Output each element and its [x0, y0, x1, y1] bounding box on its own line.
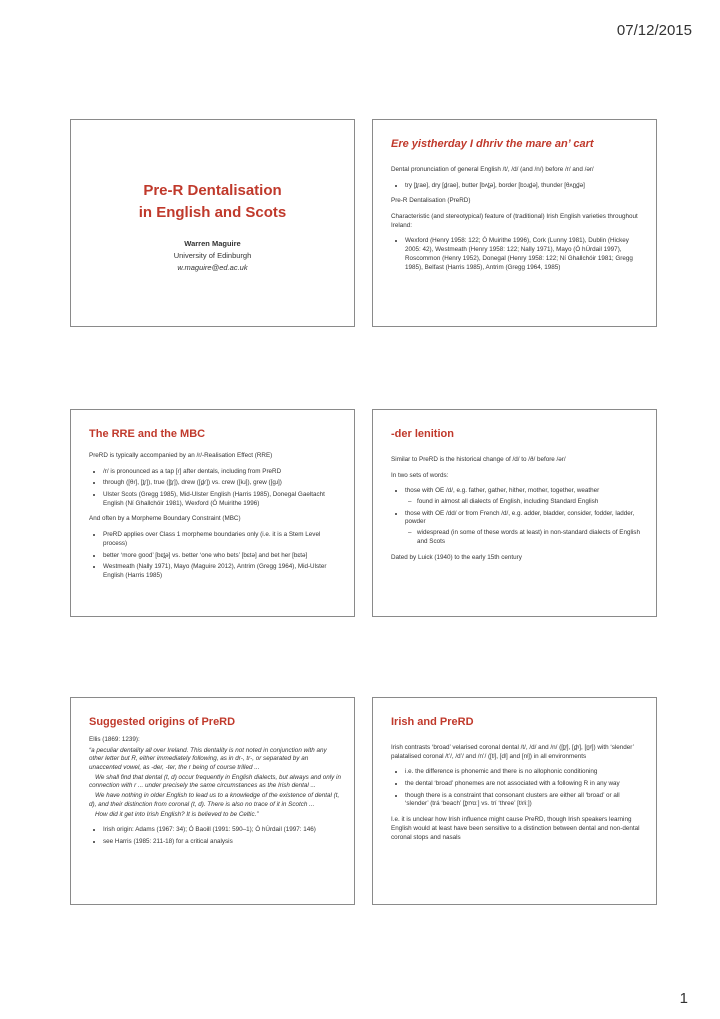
- cover-title: [71, 180, 354, 224]
- quote-part: How did it get into Irish English? It is believed to be Celtic.”: [95, 810, 259, 818]
- sub-bullet: – found in almost all dialects of English, including Standard English: [417, 498, 644, 507]
- bullet: • see Harris (1985: 211-18) for a critical analysis: [103, 838, 342, 847]
- slide-irish-and-prerd: [372, 697, 657, 905]
- paragraph: Ellis (1869: 1239):: [89, 736, 140, 743]
- slide-body: [391, 166, 644, 279]
- slide-body: [89, 736, 342, 854]
- cover-title-line2: in English and Scots: [138, 203, 287, 221]
- slide-ere-yistherday: [372, 119, 657, 327]
- bullet: • Wexford (Henry 1958: 122; Ó Muirithe 1996), Cork (Lunny 1981), Dublin (Hickey 2005: 42), Westmeath (Henry 1958: 122; Nally 1971), Mayo (Ó hÚrdail 1997), Roscommon (Henry 1952), Donegal (Henry 1958: 122; Ní Ghallchóir 1981; Gregg 1985), Belfast (Harris 1985), Antrim (Gregg 1964, 1985): [405, 237, 644, 272]
- paragraph: PreRD is typically accompanied by an /r/-Realisation Effect (RRE): [89, 452, 273, 459]
- paragraph: Dental pronunciation of general English /t/, /d/ (and /n/) before /r/ and /ər/: [391, 166, 594, 173]
- author-email: w.maguire@ed.ac.uk: [177, 263, 248, 272]
- bullet: • Ulster Scots (Gregg 1985), Mid-Ulster English (Harris 1985), Donegal Gaeltacht English (Ní Ghallchóir 1981), Wexford (Ó Muirithe 1996): [103, 491, 342, 508]
- paragraph: Dated by Luick (1940) to the early 15th century: [391, 553, 522, 561]
- page-date: 07/12/2015: [616, 22, 692, 39]
- bullet: • /r/ is pronounced as a tap [ɾ] after dentals, including from PreRD: [103, 468, 342, 477]
- paragraph: Characteristic (and stereotypical) feature of (traditional) Irish English varieties throughout Ireland:: [391, 213, 638, 229]
- slide-rre-mbc: [70, 409, 355, 617]
- slide-title-cover: [70, 119, 355, 327]
- bullet: [405, 487, 644, 506]
- slide-body: [391, 456, 644, 569]
- author-name: Warren Maguire: [184, 239, 241, 248]
- bullet: [405, 510, 644, 547]
- paragraph: Pre-R Dentalisation (PreRD): [391, 197, 471, 205]
- slide-title: Ere yistherday I dhriv the mare an’ cart: [391, 138, 594, 150]
- quote-part: We have nothing in older English to lead us to a knowledge of the existence of dental (t, d), and their distinction from coronal (t, d). There is also no trace of it in Scotch ...: [89, 792, 340, 808]
- quote-part: “a peculiar dentality all over Ireland. This dentality is not noted in conjunction with any other letter but R, either immediately following, as in dr-, tr-, or separated by an unaccented vowel, as -der, -ter, the r being of course trilled ...: [89, 746, 327, 772]
- bullet: • the dental ‘broad’ phonemes are not associated with a following R in any way: [405, 780, 644, 789]
- bullet: • through ([θɾ], [t̪ɾ]), true ([t̪ɾ]), drew ([d̪ɾ]) vs. crew ([kɹ]), grew ([gɹ]): [103, 479, 342, 488]
- sub-bullet: – widespread (in some of these words at least) in non-standard dialects of English and Scots: [417, 529, 644, 546]
- slide-title: The RRE and the MBC: [89, 428, 206, 440]
- paragraph: And often by a Morpheme Boundary Constraint (MBC): [89, 515, 241, 523]
- slide-suggested-origins: [70, 697, 355, 905]
- slide-der-lenition: [372, 409, 657, 617]
- bullet-text: those with OE /d/, e.g. father, gather, hither, mother, together, weather: [405, 487, 600, 495]
- bullet-text: those with OE /dd/ or from French /d/, e.g. adder, bladder, consider, fodder, ladder, powder: [405, 509, 635, 526]
- slide-title: Irish and PreRD: [391, 716, 474, 728]
- bullet: • try [t̪ɾae], dry [d̪ɾae], butter [bʌt̪ə], border [bɔɹd̪ə], thunder [θʌn̪d̪ə]: [405, 182, 644, 191]
- quote-part: We shall find that dental (t, d) occur frequently in English dialects, but always and only in connection with r ... under precisely the same circumstances as the Irish dental ...: [89, 773, 341, 790]
- author-affiliation: University of Edinburgh: [173, 251, 252, 260]
- page-number: 1: [679, 990, 688, 1007]
- bullet: • PreRD applies over Class 1 morpheme boundaries only (i.e. it is a Stem Level process): [103, 531, 342, 548]
- slide-title: Suggested origins of PreRD: [89, 716, 236, 728]
- cover-author-block: [71, 238, 354, 274]
- paragraph: Similar to PreRD is the historical change of /d/ to /ð/ before /ər/: [391, 456, 566, 463]
- bullet: • Westmeath (Nally 1971), Mayo (Maguire 2012), Antrim (Gregg 1964), Mid-Ulster English (Harris 1985): [103, 563, 342, 580]
- slide-body: [89, 452, 342, 588]
- bullet: • Irish origin: Adams (1967: 34); Ó Baoill (1991: 590–1); Ó hÚrdail (1997: 146): [103, 826, 342, 835]
- slide-body: [391, 744, 644, 849]
- slide-title: -der lenition: [391, 428, 454, 440]
- cover-title-line1: Pre-R Dentalisation: [143, 182, 282, 199]
- paragraph: I.e. it is unclear how Irish influence might cause PreRD, though Irish speakers learning English would at least have been sensitive to a distinction between dental and non-dental coronal stops and nasals: [391, 816, 640, 841]
- paragraph: Irish contrasts ‘broad’ velarised coronal dental /t/, /d/ and /n/ ([t̪ˠ], [d̪ˠ], [n̪ˠ]) with ‘slender’ palatalised coronal /t’/, /d’/ and /n’/ ([tʲ], [dʲ] and [nʲ]) in all environments: [391, 744, 634, 760]
- bullet: • i.e. the difference is phonemic and there is no allophonic conditioning: [405, 768, 644, 777]
- bullet: • though there is a constraint that consonant clusters are either all ‘broad’ or all ‘slender’ (trá ‘beach’ [t̪ˠɾˠɑː] vs. trí ‘three’ [tʲɾʲiː]): [405, 792, 644, 809]
- paragraph: In two sets of words:: [391, 471, 449, 479]
- bullet: • better ‘more good’ [bɛt̪ə] vs. better ‘one who bets’ [bɛtə] and bet her [bɛtə]: [103, 552, 342, 561]
